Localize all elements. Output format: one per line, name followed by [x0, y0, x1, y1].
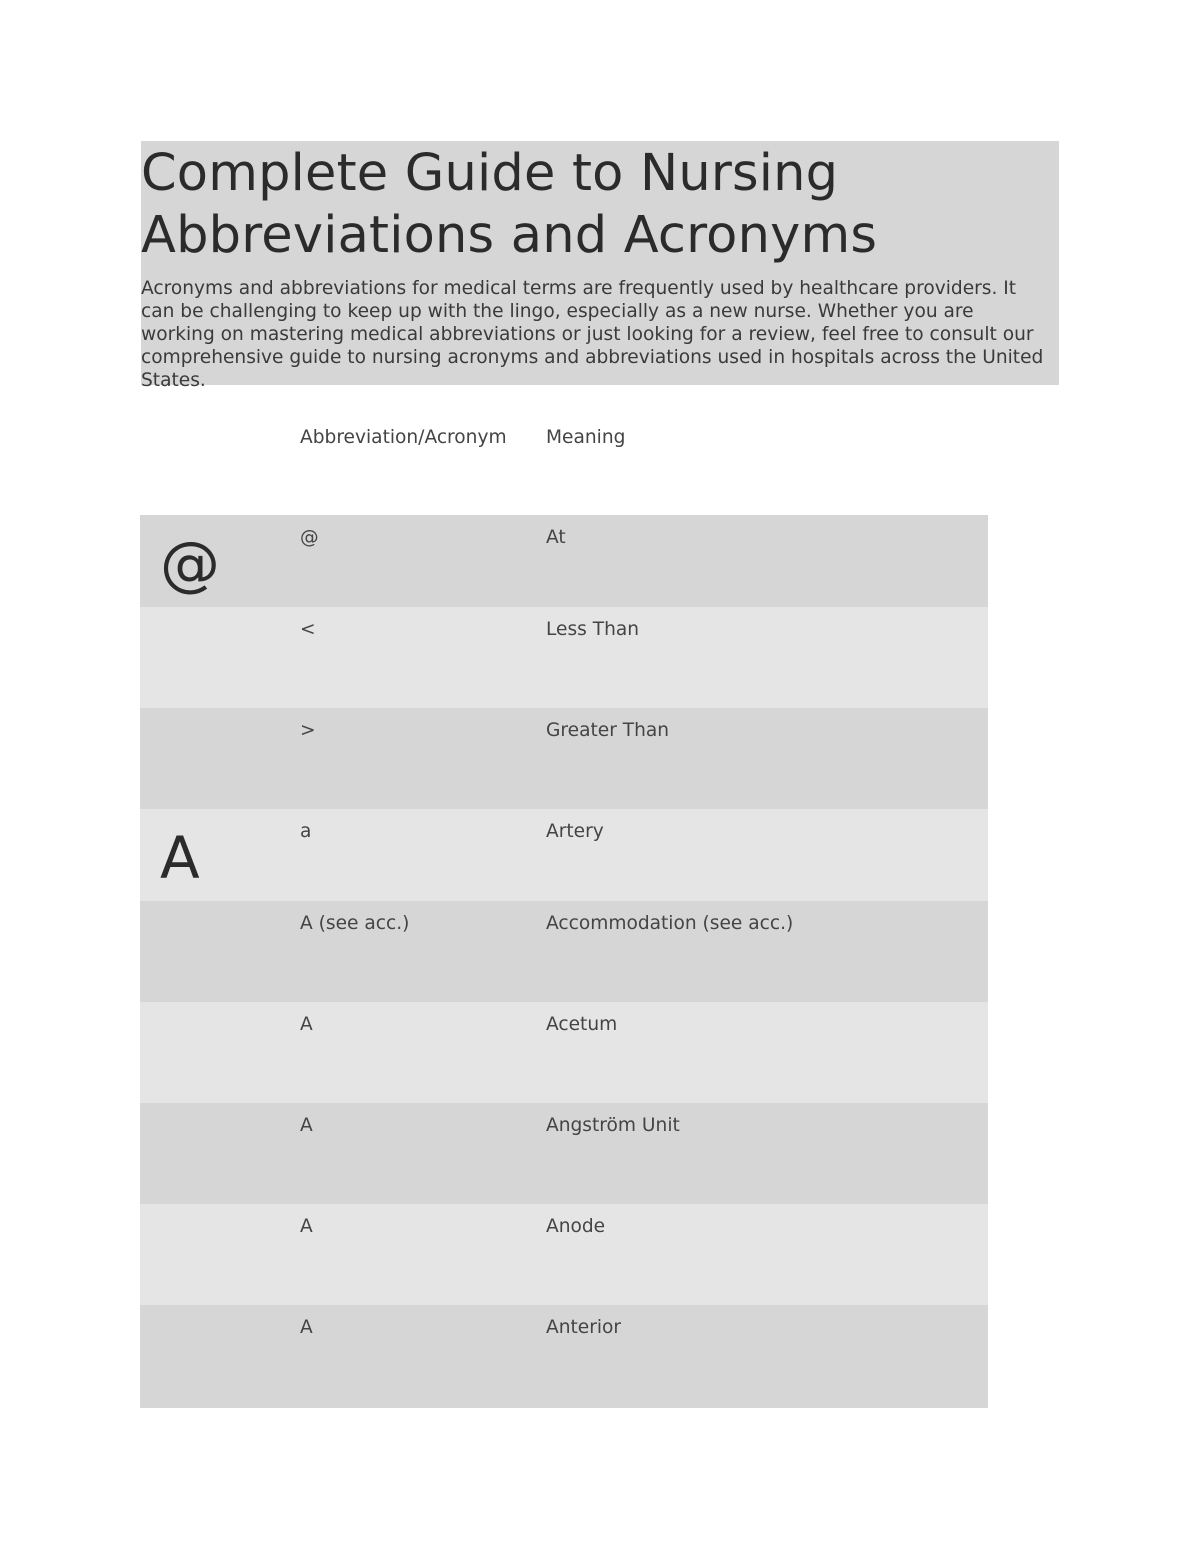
abbreviation-cell: @ — [300, 527, 319, 548]
section-letter: @ — [160, 529, 220, 599]
table-row — [140, 607, 988, 708]
table-row — [140, 1103, 988, 1204]
table-row — [140, 1305, 988, 1408]
meaning-cell: Artery — [546, 821, 604, 842]
meaning-cell: Greater Than — [546, 720, 670, 741]
abbreviation-cell: < — [300, 619, 316, 640]
table-row — [140, 708, 988, 809]
intro-paragraph: Acronyms and abbreviations for medical terms are frequently used by healthcare providers. It can be challenging to keep up with the lingo, especially as a new nurse. Whether you are working on mastering medical abbreviations or just looking for a review, feel free to consult our comprehensive guide to nursing acronyms and abbreviations used in hospitals across the United States. — [141, 278, 1044, 391]
abbreviation-cell: A — [300, 1115, 313, 1136]
abbreviation-cell: A — [300, 1014, 313, 1035]
abbreviation-cell: A — [300, 1216, 313, 1237]
meaning-cell: Anode — [546, 1216, 606, 1237]
meaning-cell: Angström Unit — [546, 1115, 680, 1136]
column-header-meaning: Meaning — [546, 427, 626, 448]
abbreviation-cell: A (see acc.) — [300, 913, 410, 934]
page-title: Complete Guide to Nursing Abbreviations and Acronyms — [141, 144, 878, 265]
meaning-cell: Accommodation (see acc.) — [546, 913, 794, 934]
table-header — [140, 424, 988, 514]
abbreviation-cell: A — [300, 1317, 313, 1338]
table-row — [140, 809, 988, 901]
section-letter: A — [160, 824, 200, 892]
meaning-cell: Acetum — [546, 1014, 618, 1035]
table-row — [140, 515, 988, 607]
meaning-cell: Anterior — [546, 1317, 622, 1338]
table-row — [140, 1204, 988, 1305]
abbreviations-table — [140, 515, 988, 1408]
intro-section — [141, 141, 1059, 391]
abbreviation-cell: a — [300, 821, 312, 842]
abbreviation-cell: > — [300, 720, 316, 741]
meaning-cell: At — [546, 527, 566, 548]
table-row — [140, 901, 988, 1002]
table-row — [140, 1002, 988, 1103]
meaning-cell: Less Than — [546, 619, 640, 640]
column-header-abbreviation: Abbreviation/Acronym — [300, 427, 507, 448]
